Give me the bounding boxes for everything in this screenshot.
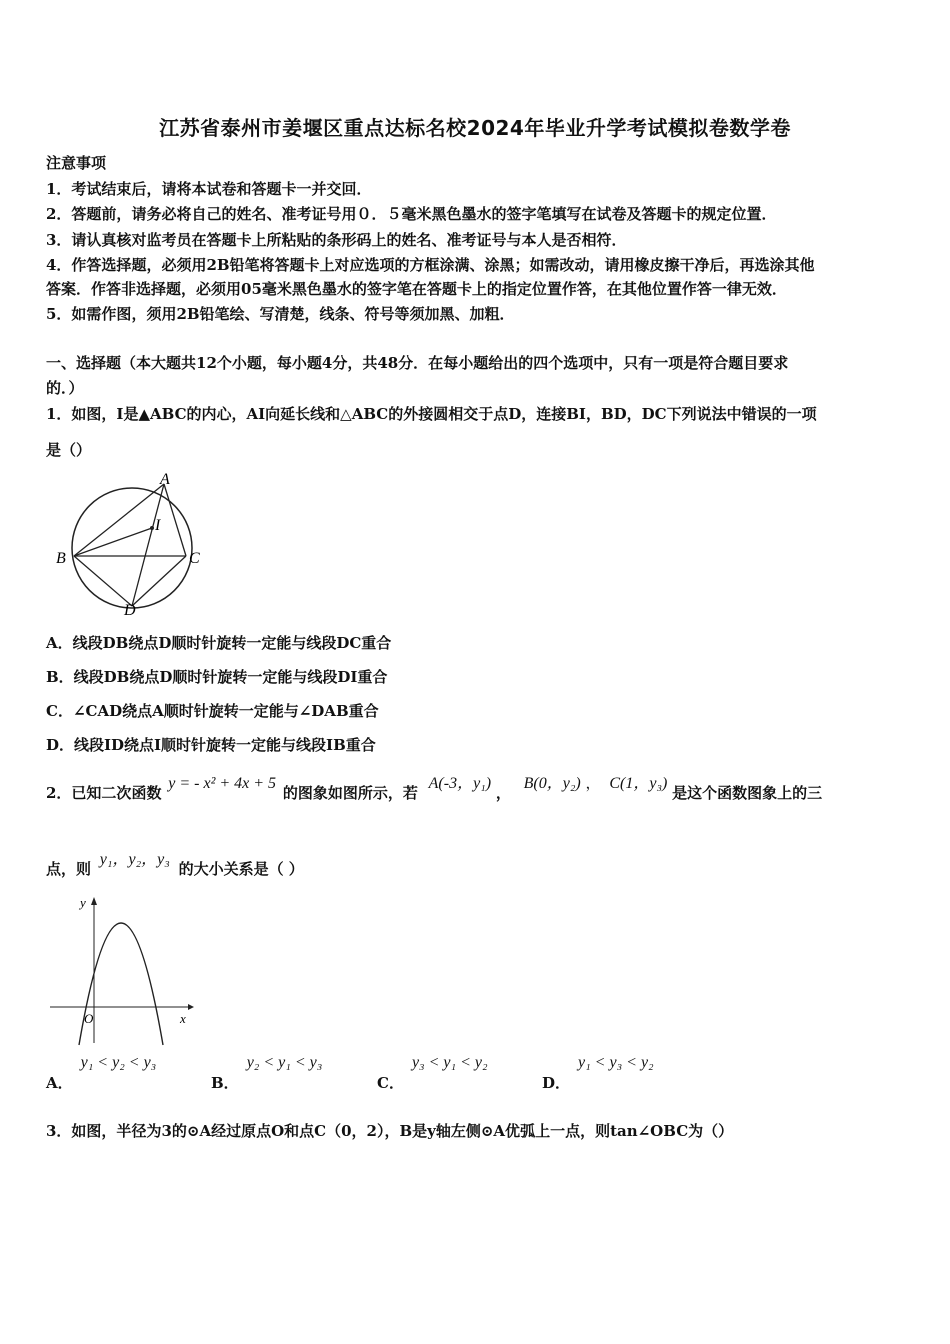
q2-stem-cont (46, 846, 304, 878)
q2-prefix: 2．已知二次函数 (46, 784, 162, 802)
q1-circle-figure (50, 470, 210, 618)
segment-ba (74, 484, 164, 556)
label-c: C (189, 550, 200, 567)
segment-dc (132, 556, 186, 606)
q1-option-a: A．线段DB绕点D顺时针旋转一定能与线段DC重合 (46, 634, 392, 652)
q3-stem: 3．如图，半径为3的⊙A经过原点O和点C（0，2），B是y轴左侧⊙A优弧上一点，则tan∠OBC为（） (46, 1122, 734, 1140)
label-b: B (56, 550, 66, 567)
y-axis-arrow (91, 897, 97, 905)
x-axis-arrow (188, 1004, 194, 1010)
q2-option-a: A．y₁ < y₂ < y₃ (46, 1054, 157, 1092)
q2-point-a: A(-3，y₁) (428, 775, 492, 792)
label-a: A (160, 471, 170, 488)
q2-mid: 的图象如图所示，若 (282, 784, 418, 802)
q2-parabola-figure (46, 893, 196, 1053)
q2-function: y = - x² + 4x + 5 (168, 775, 277, 792)
q2-suffix: 是这个函数图象上的三 (672, 784, 823, 802)
page-title: 江苏省泰州市姜堰区重点达标名校2024年毕业升学考试模拟卷数学卷 (159, 116, 791, 140)
q1-option-d: D．线段ID绕点I顺时针旋转一定能与线段IB重合 (46, 736, 376, 754)
notice-item: 4．作答选择题，必须用2B铅笔将答题卡上对应选项的方框涂满、涂黑；如需改动，请用橡皮擦干净后，再选涂其他 (46, 256, 815, 274)
q1-option-b: B．线段DB绕点D顺时针旋转一定能与线段DI重合 (46, 668, 388, 686)
q2-option-b: B．y₂ < y₁ < y₃ (211, 1054, 323, 1092)
segment-ad (132, 484, 164, 606)
q1-stem-cont: 是（） (46, 441, 92, 459)
segment-bi (74, 528, 152, 556)
q2-line2-prefix: 点，则 (46, 860, 92, 878)
origin-label: O (84, 1011, 94, 1026)
q2-point-b: B(0，y₂) (523, 775, 581, 792)
axis-label-x: x (180, 1011, 186, 1026)
section-heading-cont: 的．） (46, 379, 84, 397)
q2-options (46, 1054, 906, 1092)
q2-point-c: C(1，y₃) (609, 775, 668, 792)
q2-sep: ， (495, 784, 511, 802)
q1-stem: 1．如图，I是▲ABC的内心，AI向延长线和△ABC的外接圆相交于点D，连接BI，BD，DC下列说法中错误的一项 (46, 405, 817, 423)
section-heading: 一、选择题（本大题共12个小题，每小题4分，共48分．在每小题给出的四个选项中，只有一项是符合题目要求 (46, 354, 789, 372)
q2-option-c: C．y₃ < y₁ < y₂ (377, 1054, 488, 1092)
label-d: D (124, 602, 136, 618)
notice-item: 1．考试结束后，请将本试卷和答题卡一并交回． (46, 180, 372, 198)
q1-option-c: C．∠CAD绕点A顺时针旋转一定能与∠DAB重合 (46, 702, 379, 720)
axis-label-y: y (80, 895, 86, 910)
label-i: I (155, 517, 161, 534)
q2-option-d: D．y₁ < y₃ < y₂ (542, 1054, 654, 1092)
notice-item: 2．答题前，请务必将自己的姓名、准考证号用０．５毫米黑色墨水的签字笔填写在试卷及答题卡的规定位置． (46, 205, 777, 223)
notice-item: 5．如需作图，须用2B铅笔绘、写清楚，线条、符号等须加黑、加粗． (46, 305, 515, 323)
q2-sep: ， (585, 774, 601, 792)
incenter-point (150, 526, 154, 530)
parabola-curve (79, 923, 163, 1045)
notice-item: 答案．作答非选择题，必须用05毫米黑色墨水的签字笔在答题卡上的指定位置作答，在其他位置作答一律无效． (46, 280, 787, 298)
q2-line2-suffix: 的大小关系是（ ） (178, 860, 304, 878)
q2-stem (46, 770, 823, 802)
q2-vars: y₁，y₂，y₃ (99, 851, 170, 868)
circumcircle (72, 488, 192, 608)
segment-ac (164, 484, 186, 556)
notice-heading: 注意事项 (46, 154, 107, 172)
notice-item: 3．请认真核对监考员在答题卡上所粘贴的条形码上的姓名、准考证号与本人是否相符． (46, 231, 627, 249)
